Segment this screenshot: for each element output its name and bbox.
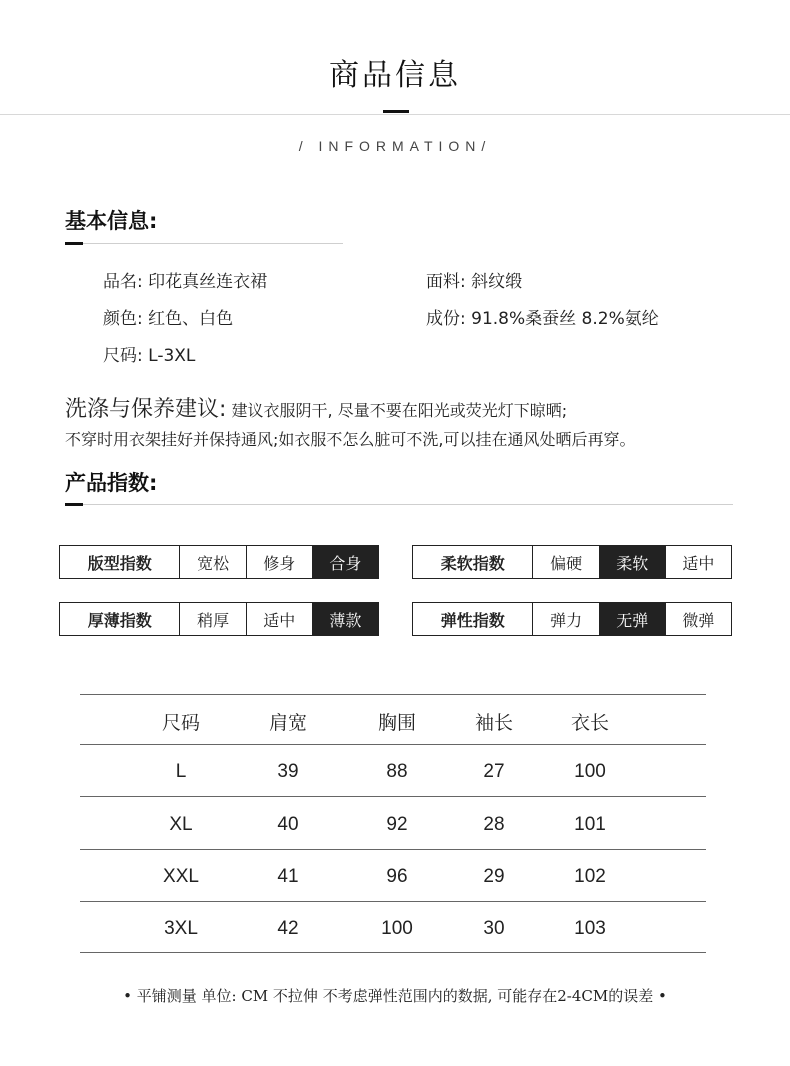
table-cell: 28 <box>483 814 505 835</box>
index-option-selected: 柔软 <box>599 546 665 578</box>
table-rule <box>80 901 706 902</box>
care-line-1 <box>65 392 567 423</box>
column-header: 衣长 <box>570 712 609 734</box>
table-cell: 92 <box>386 814 408 835</box>
field-fabric <box>426 267 522 292</box>
table-rule-top <box>80 694 706 695</box>
table-cell: 39 <box>277 761 299 782</box>
table-cell: XL <box>169 814 193 835</box>
field-value: L-3XL <box>148 346 196 366</box>
index-option-selected: 无弹 <box>599 603 665 635</box>
index-option: 宽松 <box>179 546 245 578</box>
field-label: 面料: <box>426 272 466 292</box>
index-underline <box>65 504 733 505</box>
index-group-softness <box>412 545 732 579</box>
index-option: 适中 <box>246 603 312 635</box>
basic-info-underline <box>65 243 343 244</box>
field-color <box>103 304 233 329</box>
field-label: 品名: <box>103 272 143 292</box>
table-cell: 42 <box>277 918 299 939</box>
index-option-selected: 合身 <box>312 546 378 578</box>
index-group-thickness <box>59 602 379 636</box>
index-option-selected: 薄款 <box>312 603 378 635</box>
care-text-2: 不穿时用衣架挂好并保持通风;如衣服不怎么脏可不洗,可以挂在通风处晒后再穿。 <box>65 430 636 449</box>
field-value: 斜纹缎 <box>471 272 523 292</box>
field-composition <box>426 304 659 329</box>
table-cell: 88 <box>386 761 408 782</box>
field-value: 印花真丝连衣裙 <box>148 272 268 292</box>
table-cell: 102 <box>574 866 606 887</box>
index-group-elasticity <box>412 602 732 636</box>
table-cell: 40 <box>277 814 299 835</box>
table-cell: 3XL <box>164 918 198 939</box>
table-rule <box>80 849 706 850</box>
basic-info-accent-dash <box>65 242 83 245</box>
field-label: 颜色: <box>103 309 143 329</box>
measurement-footnote: • 平铺测量 单位: CM 不拉伸 不考虑弹性范围内的数据, 可能存在2-4CM的误差 • <box>123 987 667 1005</box>
table-cell: 101 <box>574 814 606 835</box>
care-text-1: 建议衣服阴干, 尽量不要在阳光或荧光灯下晾晒; <box>231 401 568 420</box>
index-option: 适中 <box>665 546 731 578</box>
header-divider <box>0 114 790 115</box>
index-option: 修身 <box>246 546 312 578</box>
table-rule-bottom <box>80 952 706 953</box>
table-cell: 100 <box>381 918 413 939</box>
index-name: 柔软指数 <box>440 553 505 573</box>
index-name: 弹性指数 <box>440 610 505 630</box>
basic-info-heading: 基本信息: <box>65 209 158 233</box>
index-option: 弹力 <box>532 603 598 635</box>
column-header: 胸围 <box>377 712 416 734</box>
care-heading: 洗涤与保养建议: <box>65 397 227 422</box>
index-name: 版型指数 <box>87 553 152 573</box>
field-value: 红色、白色 <box>148 309 234 329</box>
table-rule <box>80 744 706 745</box>
index-option: 微弹 <box>665 603 731 635</box>
field-size-range <box>103 341 195 366</box>
table-cell: 96 <box>386 866 408 887</box>
table-cell: 29 <box>483 866 505 887</box>
field-label: 尺码: <box>103 346 143 366</box>
table-cell: 103 <box>574 918 606 939</box>
page-title: 商品信息 <box>329 58 461 93</box>
index-option: 稍厚 <box>179 603 245 635</box>
page-subtitle: / INFORMATION/ <box>298 138 492 154</box>
index-group-fit <box>59 545 379 579</box>
table-cell: 100 <box>574 761 606 782</box>
table-cell: XXL <box>163 866 199 887</box>
index-option: 偏硬 <box>532 546 598 578</box>
index-name: 厚薄指数 <box>87 610 152 630</box>
table-cell: 30 <box>483 918 505 939</box>
index-accent-dash <box>65 503 83 506</box>
title-accent-dash <box>383 110 409 113</box>
field-label: 成份: <box>426 309 466 329</box>
index-heading: 产品指数: <box>65 471 158 495</box>
field-product-name <box>103 267 267 292</box>
column-header: 尺码 <box>161 712 200 734</box>
table-rule <box>80 796 706 797</box>
field-value: 91.8%桑蚕丝 8.2%氨纶 <box>471 309 659 329</box>
table-cell: 27 <box>483 761 505 782</box>
table-cell: 41 <box>277 866 299 887</box>
column-header: 袖长 <box>474 712 513 734</box>
table-cell: L <box>175 761 187 782</box>
column-header: 肩宽 <box>268 712 307 734</box>
